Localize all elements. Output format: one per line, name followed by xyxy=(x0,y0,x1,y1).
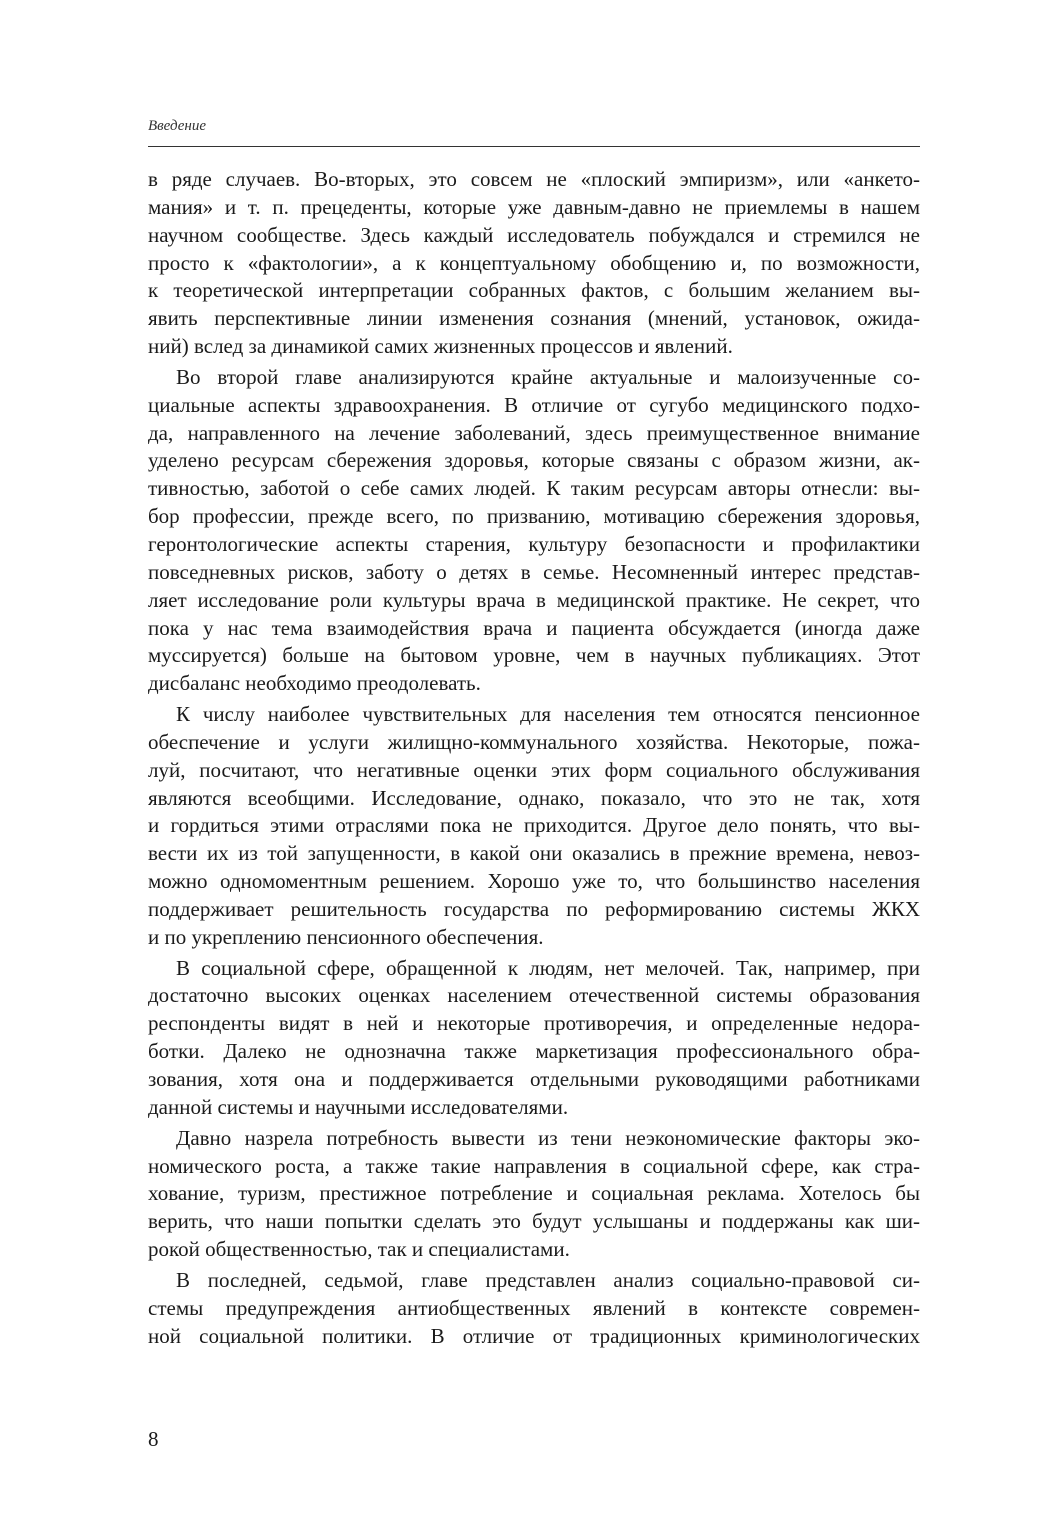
text-line: и гордиться этими отраслями пока не приходится. Другое дело понять, что вы- xyxy=(148,813,920,838)
paragraph xyxy=(148,955,920,1122)
text-line: ний) вслед за динамикой самих жизненных процессов и явлений. xyxy=(148,334,733,359)
text-line: в ряде случаев. Во-вторых, это совсем не «плоский эмпиризм», или «анкето- xyxy=(148,167,920,191)
text-line: просто к «фактологии», а к концептуальному обобщению и, по возможности, xyxy=(148,250,920,275)
text-line: Во второй главе анализируются крайне актуальные и малоизученные со- xyxy=(176,364,920,389)
text-line: циальные аспекты здравоохранения. В отличие от сугубо медицинского подхо- xyxy=(148,392,920,417)
text-line: вести их из той запущенности, в какой они оказались в прежние времена, невоз- xyxy=(148,841,920,866)
text-line: верить, что наши попытки сделать это будут услышаны и поддержаны как ши- xyxy=(148,1209,920,1234)
text-line: поддерживает решительность государства по реформированию системы ЖКХ xyxy=(148,896,920,921)
text-line: Давно назрела потребность вывести из тени неэкономические факторы эко- xyxy=(176,1125,920,1150)
text-line: В последней, седьмой, главе представлен анализ социально-правовой си- xyxy=(176,1267,920,1292)
text-line: ной социальной политики. В отличие от традиционных криминологических xyxy=(148,1323,920,1348)
text-line: явить перспективные линии изменения сознания (мнений, установок, ожида- xyxy=(148,306,920,331)
text-line: являются всеобщими. Исследование, однако, показало, что это не так, хотя xyxy=(148,785,920,810)
text-line: муссируется) больше на бытовом уровне, чем в научных публикациях. Этот xyxy=(148,643,920,668)
text-line: геронтологические аспекты старения, культуру безопасности и профилактики xyxy=(148,531,920,556)
text-line: и по укреплению пенсионного обеспечения. xyxy=(148,924,544,949)
text-line: В социальной сфере, обращенной к людям, нет мелочей. Так, например, при xyxy=(176,955,920,980)
text-line: пока у нас тема взаимодействия врача и пациента обсуждается (иногда даже xyxy=(148,615,920,640)
text-line: мания» и т. п. прецеденты, которые уже давным-давно не приемлемы в нашем xyxy=(148,194,920,219)
text-line: да, направленного на лечение заболеваний, здесь преимущественное внимание xyxy=(148,420,920,445)
text-line: рокой общественностью, так и специалистами. xyxy=(148,1237,570,1262)
text-line: данной системы и научными исследователями. xyxy=(148,1094,569,1119)
paragraph xyxy=(148,364,920,698)
text-line: ботки. Далеко не однозначна также маркетизация профессионального обра- xyxy=(148,1039,920,1064)
header-rule xyxy=(148,146,920,147)
text-line: бор профессии, прежде всего, по призванию, мотивацию сбережения здоровья, xyxy=(148,504,920,529)
text-line: тивностью, заботой о себе самих людей. К таким ресурсам авторы отнесли: вы- xyxy=(148,476,920,501)
text-line: дисбаланс необходимо преодолевать. xyxy=(148,671,481,696)
paragraph xyxy=(148,166,920,361)
text-line: зования, хотя она и поддерживается отдельными руководящими работниками xyxy=(148,1067,920,1091)
text-line: К числу наиболее чувствительных для населения тем относятся пенсионное xyxy=(176,702,920,727)
body-text xyxy=(148,166,920,1350)
paragraph xyxy=(148,1125,920,1264)
text-line: хование, туризм, престижное потребление и социальная реклама. Хотелось бы xyxy=(148,1181,920,1206)
text-line: достаточно высоких оценках населением отечественной системы образования xyxy=(148,983,920,1008)
text-line: номического роста, а также такие направления в социальной сфере, как стра- xyxy=(148,1153,920,1178)
text-line: стемы предупреждения антиобщественных явлений в контексте современ- xyxy=(148,1295,920,1320)
text-line: научном сообществе. Здесь каждый исследователь побуждался и стремился не xyxy=(148,222,920,247)
text-line: к теоретической интерпретации собранных фактов, с большим желанием вы- xyxy=(148,278,920,303)
text-line: ляет исследование роли культуры врача в медицинской практике. Не секрет, что xyxy=(148,587,920,612)
text-line: луй, посчитают, что негативные оценки этих форм социального обслуживания xyxy=(148,757,920,782)
page-number: 8 xyxy=(148,1427,159,1451)
text-line: уделено ресурсам сбережения здоровья, которые связаны с образом жизни, ак- xyxy=(148,448,920,473)
text-line: можно одномоментным решением. Хорошо уже то, что большинство населения xyxy=(148,869,920,894)
text-line: повседневных рисков, заботу о детях в семье. Несомненный интерес представ- xyxy=(148,559,920,584)
paragraph xyxy=(148,701,920,952)
paragraph xyxy=(148,1267,920,1351)
text-line: респонденты видят в ней и некоторые противоречия, и определенные недора- xyxy=(148,1011,920,1036)
text-line: обеспечение и услуги жилищно-коммунального хозяйства. Некоторые, пожа- xyxy=(148,729,920,754)
running-head: Введение xyxy=(148,118,206,134)
